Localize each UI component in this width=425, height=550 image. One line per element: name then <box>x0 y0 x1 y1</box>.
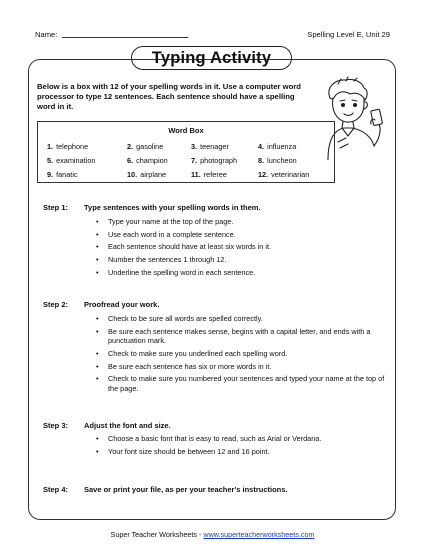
list-item: • Each sentence should have at least six words in it. <box>96 242 386 252</box>
step-4-title: Save or print your file, as per your teacher's instructions. <box>84 485 288 494</box>
word-item: 3. teenager <box>191 142 229 151</box>
step-4-label: Step 4: <box>43 485 69 494</box>
step-3-title: Adjust the font and size. <box>84 421 171 430</box>
name-line <box>62 37 188 38</box>
word-item: 4. influenza <box>258 142 297 151</box>
step-1-label: Step 1: <box>43 203 69 212</box>
intro-text: Below is a box with 12 of your spelling words in it. Use a computer word processor to type 12 sentences. Each sentence should have a spelling word in it. <box>37 82 301 112</box>
step-3-label: Step 3: <box>43 421 69 430</box>
level-label: Spelling Level E, Unit 29 <box>307 30 390 39</box>
footer-text: Super Teacher Worksheets - <box>110 530 204 539</box>
step-2-title: Proofread your work. <box>84 300 160 309</box>
word-item: 6. champion <box>127 156 168 165</box>
page-title: Typing Activity <box>131 46 292 70</box>
list-item: • Type your name at the top of the page. <box>96 217 386 227</box>
word-item: 7. photograph <box>191 156 238 165</box>
word-box <box>37 121 335 183</box>
list-item: • Be sure each sentence has six or more words in it. <box>96 362 386 372</box>
list-item: • Check to make sure you numbered your sentences and typed your name at the top of the page. <box>96 374 386 393</box>
footer-link[interactable]: www.superteacherworksheets.com <box>203 530 315 539</box>
list-item: • Be sure each sentence makes sense, begins with a capital letter, and ends with a punctuation mark. <box>96 327 386 346</box>
list-item: • Choose a basic font that is easy to read, such as Arial or Verdana. <box>96 434 386 444</box>
word-item: 8. luncheon <box>258 156 297 165</box>
word-item: 2. gasoline <box>127 142 164 151</box>
step-1-bullets <box>96 217 386 280</box>
list-item: • Use each word in a complete sentence. <box>96 230 386 240</box>
step-2-label: Step 2: <box>43 300 69 309</box>
list-item: • Number the sentences 1 through 12. <box>96 255 386 265</box>
word-box-title: Word Box <box>168 126 204 135</box>
list-item: • Underline the spelling word in each sentence. <box>96 268 386 278</box>
step-2-bullets <box>96 314 386 397</box>
step-3-bullets <box>96 434 386 459</box>
word-item: 12. veterinarian <box>258 170 310 179</box>
word-item: 9. fanatic <box>47 170 78 179</box>
word-item: 1. telephone <box>47 142 89 151</box>
word-item: 5. examination <box>47 156 96 165</box>
step-1-title: Type sentences with your spelling words in them. <box>84 203 261 212</box>
word-item: 10. airplane <box>127 170 167 179</box>
footer <box>0 530 425 539</box>
word-item: 11. referee <box>191 170 227 179</box>
list-item: • Your font size should be between 12 and 16 point. <box>96 447 386 457</box>
list-item: • Check to make sure you underlined each spelling word. <box>96 349 386 359</box>
name-label: Name: <box>35 30 58 39</box>
list-item: • Check to be sure all words are spelled correctly. <box>96 314 386 324</box>
